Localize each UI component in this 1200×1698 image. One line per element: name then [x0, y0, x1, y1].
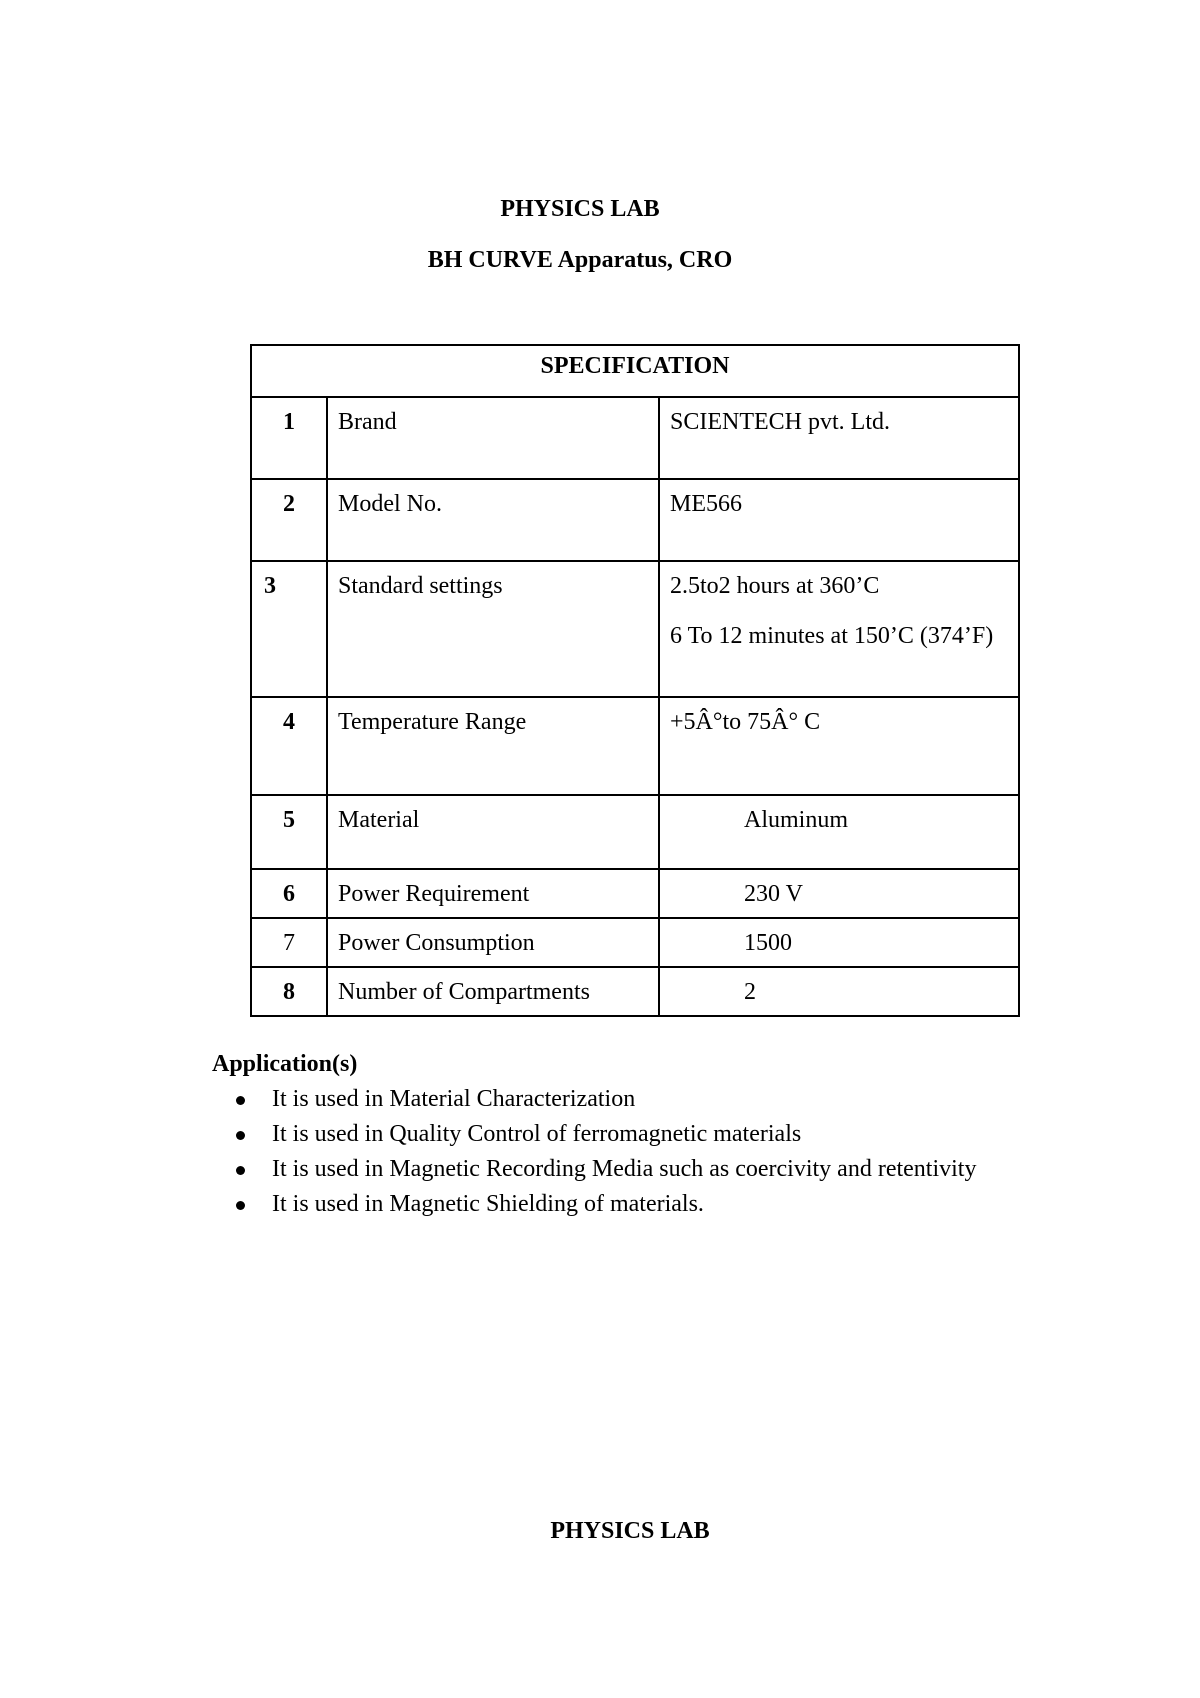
row-value: SCIENTECH pvt. Ltd.	[659, 397, 1019, 479]
row-number: 6	[251, 869, 327, 918]
row-value-line: 2.5to2 hours at 360’C	[670, 573, 880, 599]
row-label: Power Consumption	[327, 918, 659, 967]
row-value-line: 6 To 12 minutes at 150’C (374’F)	[670, 623, 994, 649]
list-item-text: It is used in Material Characterization	[272, 1086, 636, 1112]
row-number: 1	[251, 397, 327, 479]
specification-table	[250, 344, 1020, 1017]
row-label: Brand	[327, 397, 659, 479]
row-value: 1500	[659, 918, 1019, 967]
table-row	[251, 795, 1019, 869]
row-label: Power Requirement	[327, 869, 659, 918]
row-number: 8	[251, 967, 327, 1016]
row-value	[659, 561, 1019, 697]
page-subtitle: BH CURVE Apparatus, CRO	[427, 247, 733, 273]
bullet-icon	[236, 1131, 245, 1140]
row-label: Temperature Range	[327, 697, 659, 795]
list-item	[212, 1117, 1012, 1152]
table-row	[251, 397, 1019, 479]
row-number: 3	[251, 561, 327, 697]
table-row	[251, 918, 1019, 967]
table-heading: SPECIFICATION	[251, 345, 1019, 397]
table-row	[251, 967, 1019, 1016]
row-value: Aluminum	[659, 795, 1019, 869]
row-number: 2	[251, 479, 327, 561]
bullet-icon	[236, 1096, 245, 1105]
bullet-icon	[236, 1166, 245, 1175]
row-value: +5Â°to 75Â° C	[659, 697, 1019, 795]
row-number: 7	[251, 918, 327, 967]
row-label: Number of Compartments	[327, 967, 659, 1016]
row-number: 5	[251, 795, 327, 869]
table-row	[251, 479, 1019, 561]
table-row	[251, 869, 1019, 918]
table-row	[251, 697, 1019, 795]
list-item-text: It is used in Magnetic Shielding of materials.	[272, 1191, 704, 1217]
table-row	[251, 561, 1019, 697]
list-item	[212, 1187, 1012, 1222]
row-label: Standard settings	[327, 561, 659, 697]
row-number: 4	[251, 697, 327, 795]
list-item-text: It is used in Quality Control of ferromagnetic materials	[272, 1121, 802, 1147]
page-footer: PHYSICS LAB	[550, 1518, 710, 1544]
applications-list	[212, 1082, 1012, 1222]
list-item	[212, 1082, 1012, 1117]
table-heading-row	[251, 345, 1019, 397]
row-value: 230 V	[659, 869, 1019, 918]
row-value: ME566	[659, 479, 1019, 561]
list-item-text: It is used in Magnetic Recording Media such as coercivity and retentivity	[272, 1156, 977, 1182]
list-item	[212, 1152, 1012, 1187]
row-label: Material	[327, 795, 659, 869]
row-label: Model No.	[327, 479, 659, 561]
applications-section	[212, 1047, 1012, 1222]
bullet-icon	[236, 1201, 245, 1210]
page-title: PHYSICS LAB	[500, 196, 660, 222]
row-value: 2	[659, 967, 1019, 1016]
applications-title: Application(s)	[212, 1051, 358, 1077]
